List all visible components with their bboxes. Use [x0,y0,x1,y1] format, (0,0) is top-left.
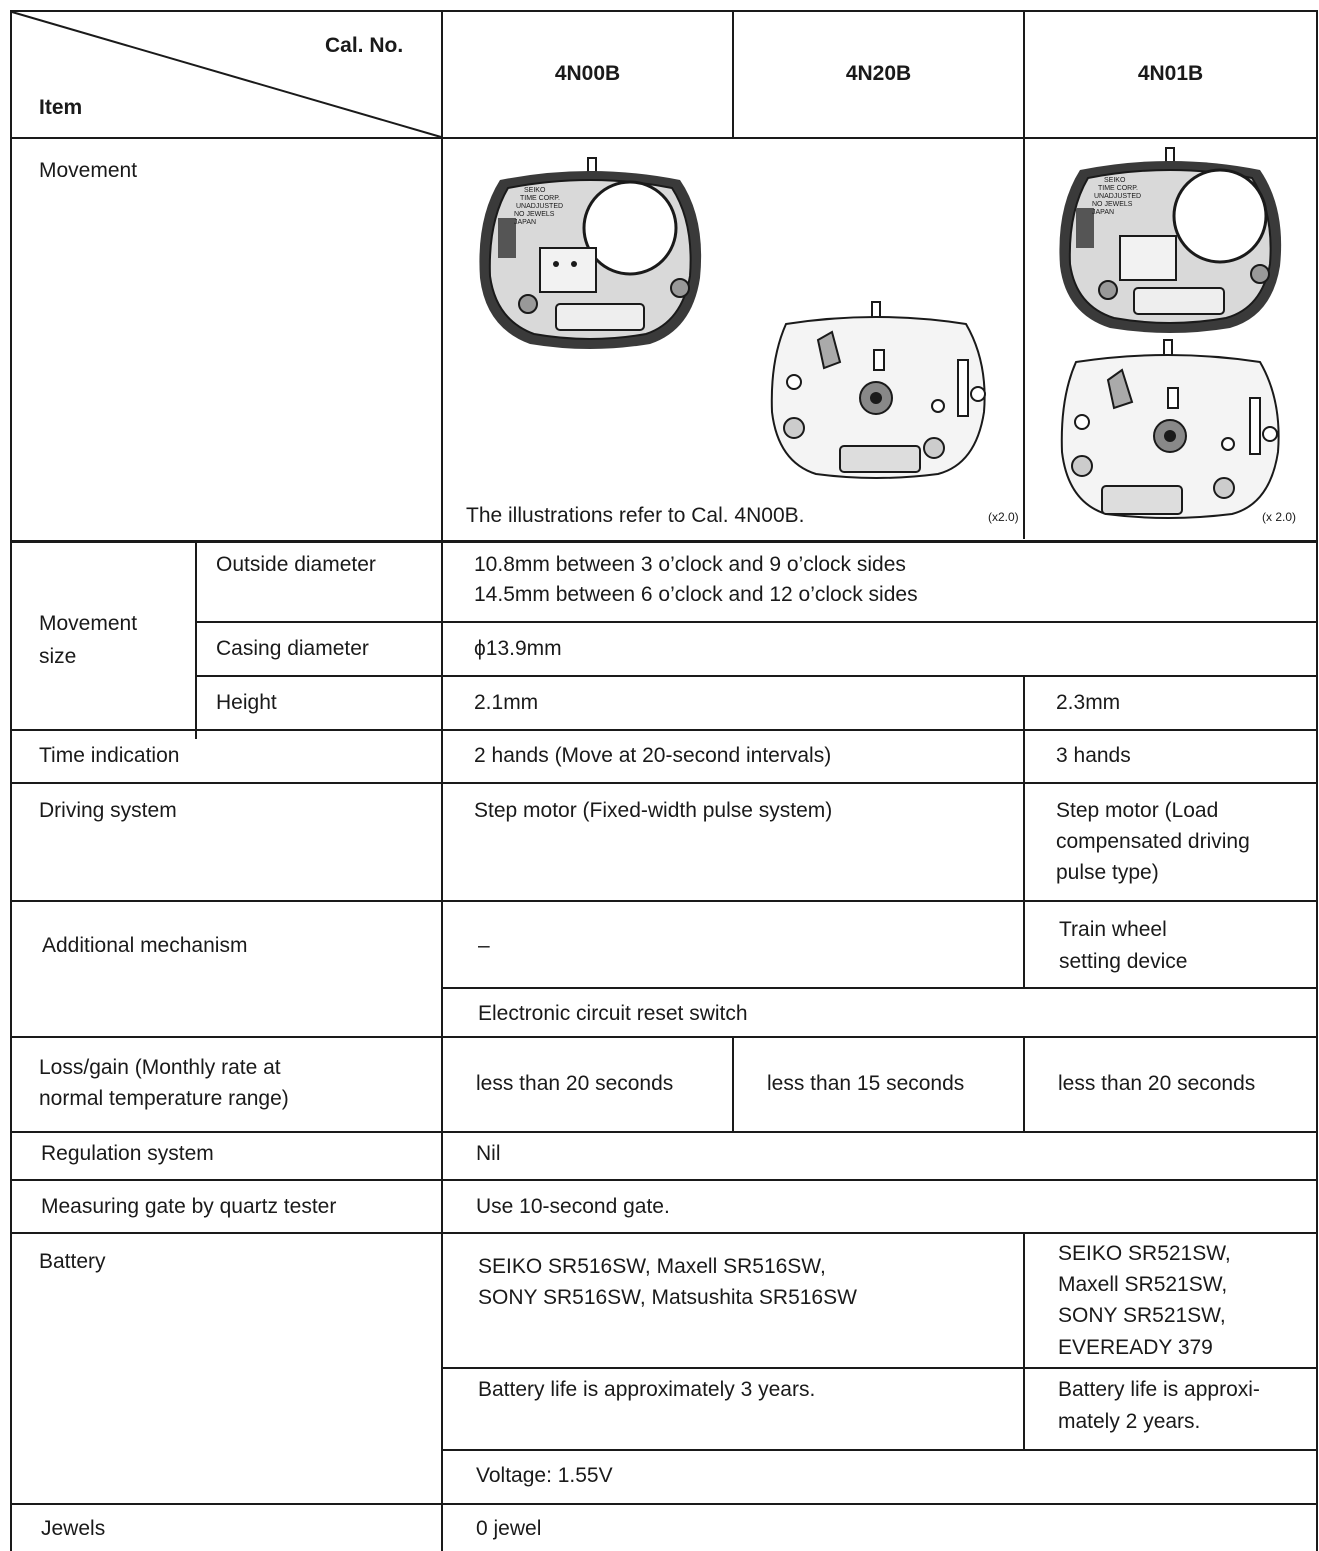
additional-mechanism-value-b-line1: Train wheel [1059,918,1167,941]
illustration-note: The illustrations refer to Cal. 4N00B. [466,504,805,527]
svg-text:SEIKO: SEIKO [524,187,546,194]
battery-life-b-line1: Battery life is approxi- [1058,1378,1260,1401]
svg-text:SEIKO: SEIKO [1104,177,1126,184]
svg-text:JAPAN: JAPAN [1092,209,1115,216]
svg-text:TIME CORP.: TIME CORP. [1098,185,1138,192]
caliber-4n01b: 4N01B [1137,62,1204,85]
jewels-value: 0 jewel [476,1517,542,1540]
scale-note-right: (x 2.0) [1262,510,1297,524]
svg-text:TIME CORP.: TIME CORP. [520,195,560,202]
regulation-system-value: Nil [476,1142,501,1165]
loss-gain-value-4n01b: less than 20 seconds [1058,1072,1256,1095]
caliber-4n20b: 4N20B [845,62,912,85]
outside-diameter-label: Outside diameter [216,553,376,576]
svg-text:JAPAN: JAPAN [514,219,537,226]
casing-diameter-label: Casing diameter [216,637,369,660]
loss-gain-label-line2: normal temperature range) [39,1087,289,1110]
driving-system-value-b-line2: compensated driving [1056,830,1250,853]
driving-system-label: Driving system [39,799,177,822]
driving-system-value-b-line1: Step motor (Load [1056,799,1219,822]
height-value-b: 2.3mm [1056,691,1121,714]
battery-life-a: Battery life is approximately 3 years. [478,1378,816,1401]
movement-size-label-line2: size [39,645,77,668]
cal-no-label: Cal. No. [325,34,404,57]
height-value-a: 2.1mm [474,691,539,714]
battery-types-a-line2: SONY SR516SW, Matsushita SR516SW [478,1286,857,1309]
battery-types-a-line1: SEIKO SR516SW, Maxell SR516SW, [478,1255,826,1278]
movement-label: Movement [39,159,138,182]
svg-text:UNADJUSTED: UNADJUSTED [1094,193,1142,200]
svg-text:NO JEWELS: NO JEWELS [514,211,555,218]
time-indication-value-a: 2 hands (Move at 20-second intervals) [474,744,832,767]
svg-text:UNADJUSTED: UNADJUSTED [516,203,564,210]
jewels-label: Jewels [41,1517,106,1540]
time-indication-value-b: 3 hands [1056,744,1131,767]
battery-types-b-line1: SEIKO SR521SW, [1058,1242,1231,1265]
measuring-gate-value: Use 10-second gate. [476,1195,670,1218]
scale-note-left: (x2.0) [988,510,1019,524]
caliber-4n00b: 4N00B [554,62,621,85]
driving-system-value-b-line3: pulse type) [1056,861,1159,884]
driving-system-value-a: Step motor (Fixed-width pulse system) [474,799,833,822]
battery-types-b-line4: EVEREADY 379 [1058,1336,1213,1359]
loss-gain-value-4n00b: less than 20 seconds [476,1072,674,1095]
casing-diameter-value: ϕ13.9mm [474,637,562,660]
additional-mechanism-value-all: Electronic circuit reset switch [478,1002,748,1025]
additional-mechanism-label: Additional mechanism [42,934,248,957]
outside-diameter-value-line1: 10.8mm between 3 o’clock and 9 o’clock sides [474,553,906,576]
height-label: Height [216,691,277,714]
loss-gain-label-line1: Loss/gain (Monthly rate at [39,1056,281,1079]
additional-mechanism-value-a: – [478,934,490,957]
movement-front-illustration [470,158,710,354]
item-label: Item [39,96,83,119]
movement-4n01b-dial-side-illustration [1052,340,1288,522]
battery-types-b-line3: SONY SR521SW, [1058,1304,1226,1327]
measuring-gate-label: Measuring gate by quartz tester [41,1195,337,1218]
svg-text:NO JEWELS: NO JEWELS [1092,201,1133,208]
battery-label: Battery [39,1250,106,1273]
battery-life-b-line2: mately 2 years. [1058,1410,1201,1433]
regulation-system-label: Regulation system [41,1142,214,1165]
movement-size-label-line1: Movement [39,612,138,635]
battery-types-b-line2: Maxell SR521SW, [1058,1273,1228,1296]
loss-gain-value-4n20b: less than 15 seconds [767,1072,965,1095]
additional-mechanism-value-b-line2: setting device [1059,950,1188,973]
movement-dial-side-illustration [762,302,994,480]
battery-voltage: Voltage: 1.55V [476,1464,613,1487]
movement-4n01b-front-illustration [1050,148,1290,336]
outside-diameter-value-line2: 14.5mm between 6 o’clock and 12 o’clock sides [474,583,918,606]
time-indication-label: Time indication [39,744,180,767]
